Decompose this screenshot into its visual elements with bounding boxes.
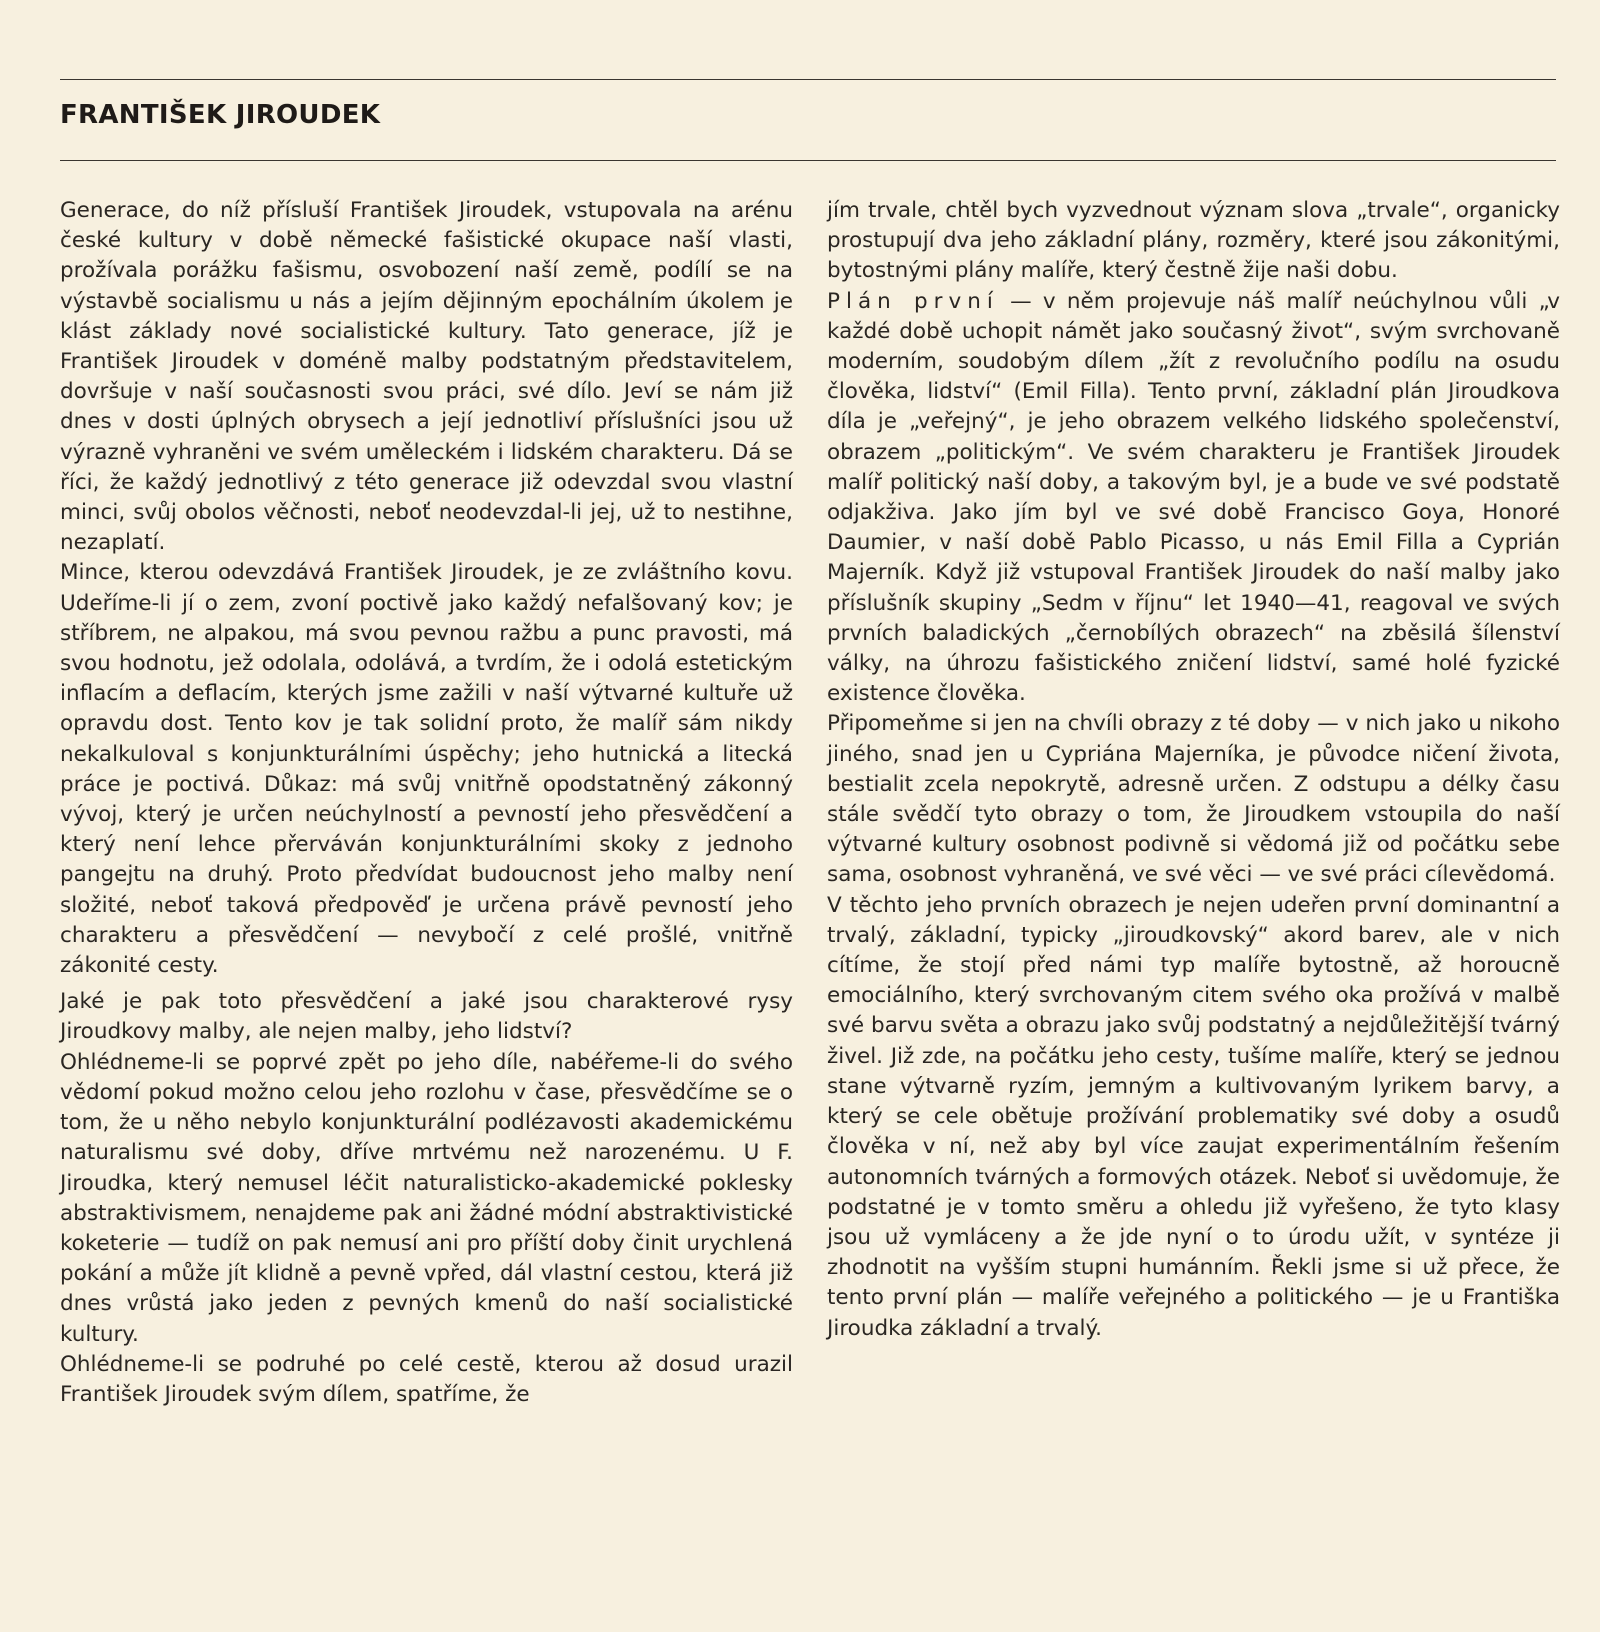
paragraph: jím trvale, chtěl bych vyzvednout význam slova „trvale“, organicky prostupují dva jeho základní plány, rozměry, které jsou zákonitými, bytostnými plány malíře, který čestně žije naši dobu. — [827, 198, 1560, 284]
title-underline-rule — [60, 160, 1556, 161]
paragraph: Připomeňme si jen na chvíli obrazy z té doby — v nich jako u nikoho jiného, snad jen u Cypriána Majerníka, je původce ničení života, bestialit zcela nepokrytě, adresně určen. Z odstupu a délky času stále svědčí tyto obrazy o tom, že Jiroudkem vstoupila do naší výtvarné kultury osobnost podivně si vědomá již od počátku sebe sama, osobnost vyhraněná, ve své věci — ve své práci cílevědomá. — [827, 711, 1560, 888]
paragraph-plan-first — [827, 287, 1560, 710]
plan-label: Plán první — [827, 288, 999, 314]
paragraph: Generace, do níž přísluší František Jiroudek, vstupovala na arénu české kultury v době německé fašistické okupace naší vlasti, prožívala porážku fašismu, osvobození naší země, podílí se na výstavbě socialismu u nás a jejím dějinným epochálním úkolem je klást základy nové socialistické kultury. Tato generace, jíž je František Jiroudek v doméně malby podstatným představitelem, dovršuje v naší současnosti svou práci, své dílo. Jeví se nám již dnes v dosti úplných obrysech a její jednotliví příslušníci jsou už výrazně vyhraněni ve svém uměleckém i lidském charakteru. Dá se říci, že každý jednotlivý z této generace již odevzdal svou vlastní minci, svůj obolos věčnosti, neboť neodevzdal-li jej, už to nestihne, nezaplatí. — [60, 198, 793, 556]
paragraph: V těchto jeho prvních obrazech je nejen udeřen první dominantní a trvalý, základní, typicky „jiroudkovský“ akord barev, ale v nich cítíme, že stojí před námi typ malíře bytostně, až horoucně emociálního, který svrchovaným citem svého oka prožívá v malbě své barvu světa a obrazu jako svůj podstatný a nejdůležitější tvárný živel. Již zde, na počátku jeho cesty, tušíme malíře, který se jednou stane výtvarně ryzím, jemným a kultivovaným lyrikem barvy, a který se cele obětuje prožívání problematiky své doby a osudů člověka v ní, než aby byl více zaujat experimentálním řešením autonomních tvárných a formových otázek. Neboť si uvědomuje, že podstatné je v tomto směru a ohledu již vyřešeno, že tyto klasy jsou už vymláceny a že jde nyní o to úrodu užít, v syntéze ji zhodnotit na vyšším stupni humánním. Řekli jsme si už přece, že tento první plán — malíře veřejného a politického — je u Františka Jiroudka základní a trvalý. — [827, 892, 1560, 1341]
article-title: FRANTIŠEK JIROUDEK — [60, 100, 381, 130]
paragraph: Mince, kterou odevzdává František Jiroudek, je ze zvláštního kovu. Udeříme-li jí o zem, zvoní poctivě jako každý nefalšovaný kov; je stříbrem, ne alpakou, má svou pevnou ražbu a punc pravosti, má svou hodnotu, jež odolala, odolává, a tvrdím, že i odolá estetickým inflacím a deflacím, kterých jsme zažili v naší výtvarné kultuře už opravdu dost. Tento kov je tak solidní proto, že malíř sám nikdy nekalkuloval s konjunkturálními úspěchy; jeho hutnická a litecká práce je poctivá. Důkaz: má svůj vnitřně opodstatněný zákonný vývoj, který je určen neúchylností a pevností jeho přesvědčení a který není lehce přerváván konjunkturálními skoky z jednoho pangejtu na druhý. Proto předvídat budoucnost jeho malby není složité, neboť taková předpověď je určena právě pevností jeho charakteru a přesvědčení — nevybočí z celé prošlé, vnitřně zákonité cesty. — [60, 560, 793, 979]
paragraph: Jaké je pak toto přesvědčení a jaké jsou charakterové rysy Jiroudkovy malby, ale nejen malby, jeho lidství? — [60, 989, 793, 1045]
paragraph: Ohlédneme-li se podruhé po celé cestě, kterou až dosud urazil František Jiroudek svým dílem, spatříme, že — [60, 1351, 793, 1407]
left-column — [60, 196, 793, 1410]
right-column — [827, 196, 1560, 1344]
plan-text: — v něm projevuje náš malíř neúchylnou vůli „v každé době uchopit námět jako současný život“, svým svrchovaně moderním, soudobým dílem „žít z revolučního podílu na osudu člověka, lidství“ (Emil Filla). Tento první, základní plán Jiroudkova díla je „veřejný“, je jeho obrazem velkého lidského společenství, obrazem „politickým“. Ve svém charakteru je František Jiroudek malíř politický naší doby, a takovým byl, je a bude ve své podstatě odjakživa. Jako jím byl ve své době Francisco Goya, Honoré Daumier, v naší době Pablo Picasso, u nás Emil Filla a Cyprián Majerník. Když již vstupoval František Jiroudek do naší malby jako příslušník skupiny „Sedm v říjnu“ let 1940—41, reagoval ve svých prvních baladických „černobílých obrazech“ na zběsilá šílenství války, na úhrozu fašistického zničení lidství, samé holé fyzické existence člověka. — [827, 288, 1560, 707]
top-rule — [60, 79, 1556, 80]
paragraph: Ohlédneme-li se poprvé zpět po jeho díle, nabéřeme-li do svého vědomí pokud možno celou jeho rozlohu v čase, přesvědčíme se o tom, že u něho nebylo konjunkturální podlézavosti akademickému naturalismu své doby, dříve mrtvému než narozenému. U F. Jiroudka, který nemusel léčit naturalisticko-akademické poklesky abstraktivismem, nenajdeme pak ani žádné módní abstraktivistické koketerie — tudíž on pak nemusí ani pro příští doby činit urychlená pokání a může jít klidně a pevně vpřed, dál vlastní cestou, která již dnes vrůstá jako jeden z pevných kmenů do naší socialistické kultury. — [60, 1049, 793, 1347]
